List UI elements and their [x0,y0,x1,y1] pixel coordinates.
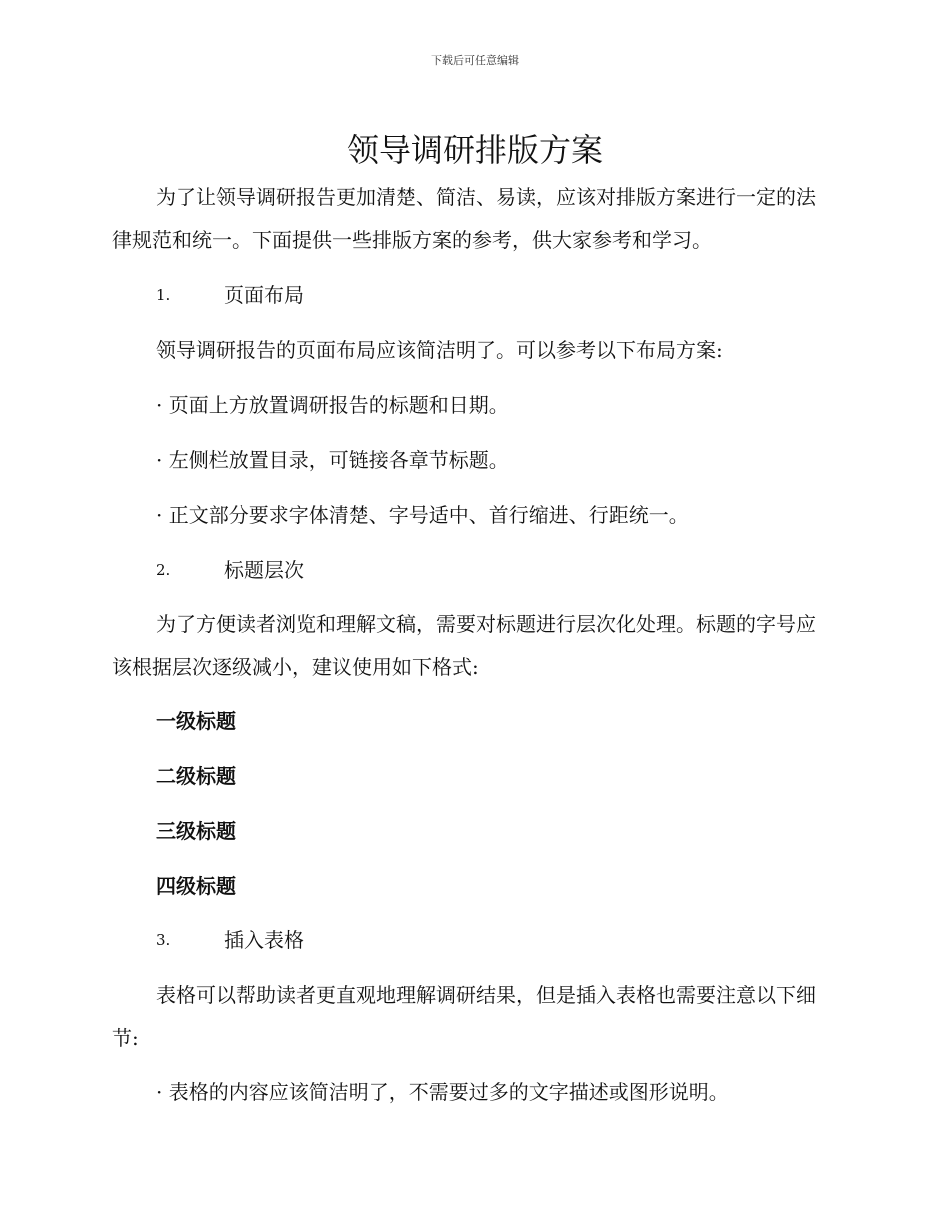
page-header: 下载后可任意编辑 [431,54,519,67]
section-3-bullet-1: · 表格的内容应该简洁明了，不需要过多的文字描述或图形说明。 [156,1080,729,1104]
section-3-number: 3. [156,931,171,949]
section-2-number: 2. [156,561,171,579]
document-title: 领导调研排版方案 [346,131,603,169]
section-3-lead: 表格可以帮助读者更直观地理解调研结果，但是插入表格也需要注意以下细节: [112,983,816,1050]
section-1-number: 1. [156,286,171,304]
section-1-bullet-1: · 页面上方放置调研报告的标题和日期。 [156,393,509,417]
section-2-heading: 标题层次 [224,558,304,582]
heading-level-2-example: 二级标题 [156,764,236,788]
heading-level-4-example: 四级标题 [156,874,236,898]
heading-level-1-example: 一级标题 [156,709,236,733]
section-3-heading: 插入表格 [224,928,304,952]
section-1-bullet-2: · 左侧栏放置目录，可链接各章节标题。 [156,448,509,472]
intro-paragraph: 为了让领导调研报告更加清楚、简洁、易读，应该对排版方案进行一定的法律规范和统一。下面提供一些排版方案的参考，供大家参考和学习。 [112,185,816,252]
section-1-lead: 领导调研报告的页面布局应该简洁明了。可以参考以下布局方案: [156,338,723,362]
section-2-lead: 为了方便读者浏览和理解文稿，需要对标题进行层次化处理。标题的字号应该根据层次逐级减小，建议使用如下格式: [112,612,816,679]
section-1-heading: 页面布局 [224,283,304,307]
section-1-bullet-3: · 正文部分要求字体清楚、字号适中、首行缩进、行距统一。 [156,503,689,527]
heading-level-3-example: 三级标题 [156,819,236,843]
